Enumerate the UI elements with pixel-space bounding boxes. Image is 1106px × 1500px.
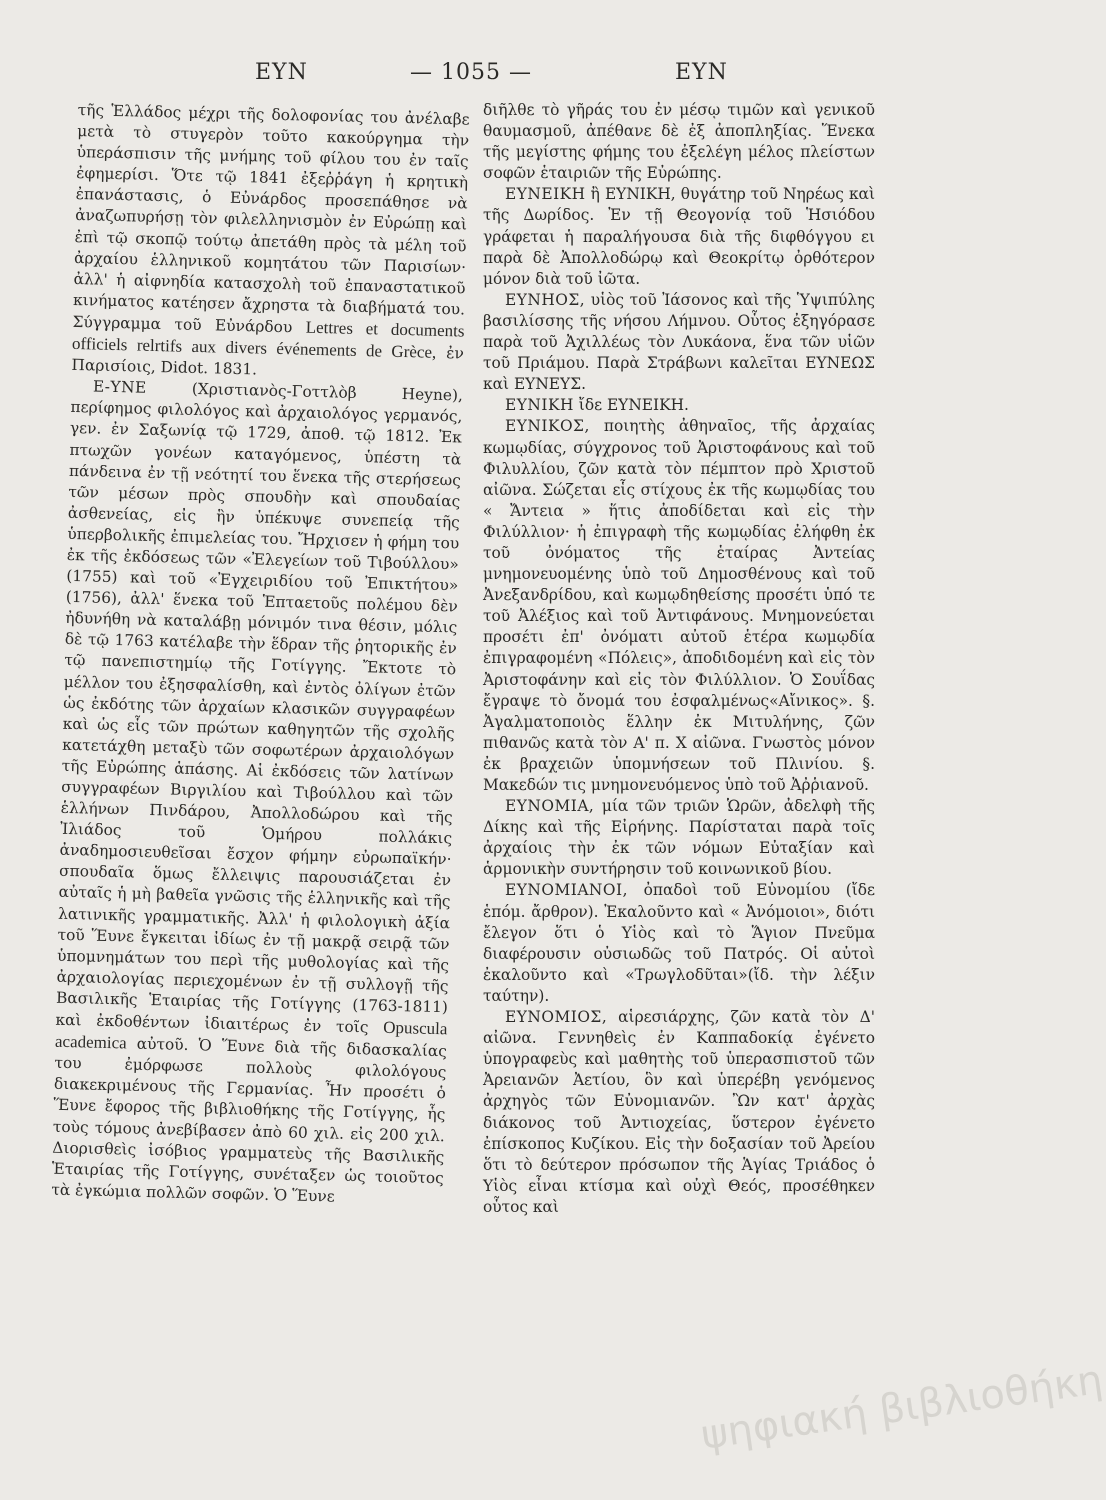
left-column <box>51 100 470 1210</box>
entry-text: αἱρεσιάρχης, ζῶν κατὰ τὸν Δ' αἰῶνα. Γεννηθεὶς ἐν Καππαδοκίᾳ ἐγένετο ὑπογραφεὺς καὶ μαθητὴς τοῦ ὑπερασπιστοῦ τῶν Ἀρειανῶν Ἀετίου, ὃν καὶ ὑπερέβη γενόμενος ἀρχηγὸς τῶν Εὐνομιανῶν. Ὢν κατ' ἀρχὰς διάκονος τοῦ Ἀντιοχείας, ὕστερον ἐγένετο ἐπίσκοπος Κυζίκου. Εἰς τὴν δοξασίαν τοῦ Ἀρείου ὅτι τὸ δεύτερον πρόσωπον τῆς Ἁγίας Τριάδος ὁ Υἱὸς εἶναι κτίσμα καὶ οὐχὶ Θεός, προσέθηκεν οὗτος καὶ <box>483 1008 875 1216</box>
entry-text: υἱὸς τοῦ Ἰάσονος καὶ τῆς Ὑψιπύλης βασιλίσσης τῆς νήσου Λήμνου. Οὗτος ἐξηγόρασε παρὰ τοῦ Ἀχιλλέως τὸν Λυκάονα, ἕνα τῶν υἱῶν τοῦ Πριάμου. Παρὰ Στράβωνι καλεῖται ΕΥΝΕΩΣ καὶ ΕΥΝΕΥΣ. <box>483 290 875 394</box>
entry-text: ὀπαδοὶ τοῦ Εὐνομίου (ἴδε ἑπόμ. ἄρθρον). Ἐκαλοῦντο καὶ « Ἀνόμοιοι», διότι ἔλεγον ὅτι ὁ Υἱὸς καὶ τὸ Ἅγιον Πνεῦμα διαφέρουσιν οὐσιωδῶς τοῦ Πατρός. Οἱ αὐτοὶ ἐκαλοῦντο καὶ «Τρωγλοδῦται»(ἴδ. τὴν λέξιν ταύτην). <box>483 881 875 1005</box>
paragraph-text: ἐν Παρισίοις, Didot. 1831. <box>71 344 465 379</box>
entry-headword: ΕΥΝΙΚΟΣ, <box>505 417 590 436</box>
entry-continuation-heyne: διῆλθε τὸ γῆράς του ἐν μέσῳ τιμῶν καὶ γενικοῦ θαυμασμοῦ, ἀπέθανε δὲ ἐξ ἀποπληξίας. Ἕνεκα τῆς μεγίστης φήμης του ἐξελέγη μέλος πλείστων σοφῶν ἑταιριῶν τῆς Εὐρώπης. <box>483 101 875 183</box>
page-header <box>80 60 930 96</box>
right-column <box>483 100 875 1218</box>
entry-text: ἢ ΕΥΝΙΚΗ, θυγάτηρ τοῦ Νηρέως καὶ τῆς Δωρίδος. Ἐν τῇ Θεογονίᾳ τοῦ Ἡσιόδου γράφεται ἡ παραλήγουσα διὰ τῆς διφθόγγου ει παρὰ δὲ Ἀπολλοδώρῳ καὶ Θεοκρίτῳ ὀρθότερον μόνον διὰ τοῦ ἰῶτα. <box>483 185 875 288</box>
entry-headword: ΕΥΝΟΜΙΟΣ, <box>505 1008 608 1027</box>
library-watermark: ψηφιακή βιβλιοθήκη <box>698 1356 1106 1459</box>
entry-text: μία τῶν τριῶν Ὡρῶν, ἀδελφὴ τῆς Δίκης καὶ τῆς Εἰρήνης. Παρίσταται παρὰ τοῖς ἀρχαίοις τὴν ἐκ τῶν νόμων Εὐταξίαν καὶ ἁρμονικὴν συντήρησιν τοῦ κοινωνικοῦ βίου. <box>483 797 875 879</box>
entry-eunomios <box>483 1007 875 1218</box>
entry-continuation-eynard <box>71 100 470 386</box>
entry-headword: ΕΥΝΙΚΗ <box>505 396 574 415</box>
page-number: — 1055 — <box>410 60 532 85</box>
entry-headword: ΕΥΝΕΙΚΗ <box>505 185 586 204</box>
entry-headword: Ε-ΥΝΕ <box>92 377 148 397</box>
entry-headword: ΕΥΝΗΟΣ, <box>505 290 586 309</box>
entry-text: (Χριστιανὸς-Γοττλὸβ Heyne), περίφημος φιλολόγος καὶ ἀρχαιολόγος γερμανός, γεν. ἐν Σαξωνίᾳ τῷ 1729, ἀποθ. τῷ 1812. Ἐκ πτωχῶν γονέων καταγόμενος, ὑπέστη τὰ πάνδεινα ἐν τῇ νεότητί του ἕνεκα τῆς στερήσεως τῶν μέσων πρὸς σπουδὴν καὶ σπουδαίας ἀσθενείας, εἰς ἣν ὑπέκυψε συνεπείᾳ τῆς ὑπερβολικῆς ἐπιμελείας του. Ἤρχισεν ἡ φήμη του ἐκ τῆς ἐκδόσεως τῶν «Ἐλεγείων τοῦ Τιβούλλου» (1755) καὶ τοῦ «Ἐγχειριδίου τοῦ Ἐπικτήτου» (1756), ἀλλ' ἕνεκα τοῦ Ἑπταετοῦς πολέμου δὲν ἠδυνήθη νὰ καταλάβῃ μόνιμόν τινα θέσιν, μόλις δὲ τῷ 1763 κατέλαβε τὴν ἕδραν τῆς ῥητορικῆς ἐν τῷ πανεπιστημίῳ τῆς Γοτίγγης. Ἔκτοτε τὸ μέλλον του ἐξησφαλίσθη, καὶ ἐντὸς ὀλίγων ἐτῶν ὡς ἐκδότης τῶν ἀρχαίων κλασικῶν συγγραφέων καὶ ὡς εἷς τῶν πρώτων καθηγητῶν τῆς σχολῆς κατετάχθη μεταξὺ τῶν σοφωτέρων ἀρχαιολόγων τῆς Εὐρώπης ἁπάσης. Αἱ ἐκδόσεις τῶν λατίνων συγγραφέων Βιργιλίου καὶ Τιβούλλου καὶ τῶν ἑλλήνων Πινδάρου, Ἀπολλοδώρου καὶ τῆς Ἰλιάδος τοῦ Ὁμήρου πολλάκις ἀναδημοσιευθεῖσαι ἔσχον φήμην εὐρωπαϊκήν· σπουδαῖα ὅμως ἔλλειψις παρουσιάζεται ἐν αὐταῖς ἡ μὴ βαθεῖα γνῶσις τῆς ἑλληνικῆς καὶ τῆς λατινικῆς γραμματικῆς. Ἀλλ' ἡ φιλολογικὴ ἀξία τοῦ Ἕυνε ἔγκειται ἰδίως ἐν τῇ μακρᾷ σειρᾷ τῶν ὑπομνημάτων του περὶ τῆς μυθολογίας καὶ τῆς ἀρχαιολογίας περιεχομένων ἐν τῇ συλλογῇ τῆς Βασιλικῆς Ἑταιρίας τῆς Γοτίγγης (1763-1811) καὶ ἐκδοθέντων ἰδιαιτέρως ἐν τοῖς <box>55 380 464 1037</box>
entry-headword: ΕΥΝΟΜΙΑ, <box>505 797 595 816</box>
entry-eunios <box>483 290 875 395</box>
entry-eunomianoi <box>483 880 875 1007</box>
entry-heyne <box>51 376 463 1210</box>
header-right-guideword: ΕΥΝ <box>675 60 728 85</box>
paragraph-text: τῆς Ἑλλάδος μέχρι τῆς δολοφονίας του ἀνέλαβε μετὰ τὸ στυγερὸν τοῦτο κακούργημα τὴν ὑπεράσπισιν τῆς μνήμης τοῦ φίλου του ἐν ταῖς ἐφημερίσι. Ὅτε τῷ 1841 ἐξεῤῥάγη ἡ κρητικὴ ἐπανάστασις, ὁ Εὐνάρδος προσεπάθησε νὰ ἀναζωπυρήσῃ τὸν φιλελληνισμὸν ἐν Εὐρώπῃ καὶ ἐπὶ τῷ σκοπῷ τούτῳ ἀπετάθη πρὸς τὰ μέλη τοῦ ἀρχαίου ἑλληνικοῦ κομητάτου τῶν Παρισίων· ἀλλ' ἡ αἰφνηδία κατασχολὴ τοῦ ἐπαναστατικοῦ κινήματος κατέησεν ἄχρηστα τὰ διαβήματά του. Σύγγραμμα τοῦ Εὐνάρδου <box>72 100 470 337</box>
entry-eunikos <box>483 416 875 796</box>
entry-headword: ΕΥΝΟΜΙΑΝΟΙ, <box>505 881 628 900</box>
entry-text: ποιητὴς ἀθηναῖος, τῆς ἀρχαίας κωμῳδίας, σύγχρονος τοῦ Ἀριστοφάνους καὶ τοῦ Φιλυλλίου, ζῶν κατὰ τὸν πέμπτον πρὸ Χριστοῦ αἰῶνα. Σώζεται εἷς στίχους ἐκ τῆς κωμῳδίας του « Ἄντεια » ἥτις ἀποδίδεται καὶ εἰς τὴν Φιλύλλιον· ἡ ἐπιγραφὴ τῆς κωμῳδίας ἐλήφθη ἐκ τοῦ ὀνόματος τῆς ἑταίρας Ἀντείας μνημονευομένης ὑπὸ τοῦ Δημοσθένους καὶ τοῦ Ἀνεξανδρίδου, καὶ κωμῳδηθείσης προσέτι ὑπό τε τοῦ Ἀλέξιος καὶ τοῦ Ἀντιφάνους. Μνημονεύεται προσέτι ἐπ' ὀνόματι αὐτοῦ ἑτέρα κωμῳδία ἐπιγραφομένη «Πόλεις», ἀποδιδομένη καὶ εἰς τὸν Ἀριστοφάνην καὶ εἰς τὸν Φιλύλλιον. Ὁ Σουΐδας ἔγραψε τὸ ὄνομά του ἐσφαλμένως«Αἴνικος». §. Ἀγαλματοποιὸς ἕλλην ἐκ Μιτυλήνης, ζῶν πιθανῶς κατὰ τὸν Α' π. Χ αἰῶνα. Γνωστὸς μόνον ἐκ βραχειῶν ὑπομνήσεων τοῦ Πλινίου. §. Μακεδών τις μνημονευόμενος ὑπὸ τοῦ Ἀῤῥιανοῦ. <box>483 417 875 794</box>
entry-text: αὐτοῦ. Ὁ Ἕυνε διὰ τῆς διδασκαλίας του ἐμόρφωσε πολλοὺς φιλολόγους διακεκριμένους τῆς Γερμανίας. Ἦν προσέτι ὁ Ἕυνε ἔφορος τῆς βιβλιοθήκης τῆς Γοτίγγης, ἧς τοὺς τόμους ἀνεβίβασεν ἀπὸ 60 χιλ. εἰς 200 χιλ. Διορισθεὶς ἰσόβιος γραμματεὺς τῆς Βασιλικῆς Ἑταιρίας τῆς Γοτίγγης, συνέταξεν ὡς τοιοῦτος τὰ ἐγκώμια πολλῶν σοφῶν. Ὁ Ἕυνε <box>51 1034 448 1206</box>
entry-euneike <box>483 184 875 289</box>
entry-text: ἴδε ΕΥΝΕΙΚΗ. <box>578 396 689 415</box>
entry-eunike <box>483 395 875 416</box>
entry-eunomia <box>483 796 875 880</box>
latin-title: Lettres et documents officiels relrtifs aux divers événements de Grèce, <box>71 317 465 362</box>
latin-title: Opuscula academica <box>54 1017 448 1053</box>
header-left-guideword: ΕΥΝ <box>255 60 308 85</box>
